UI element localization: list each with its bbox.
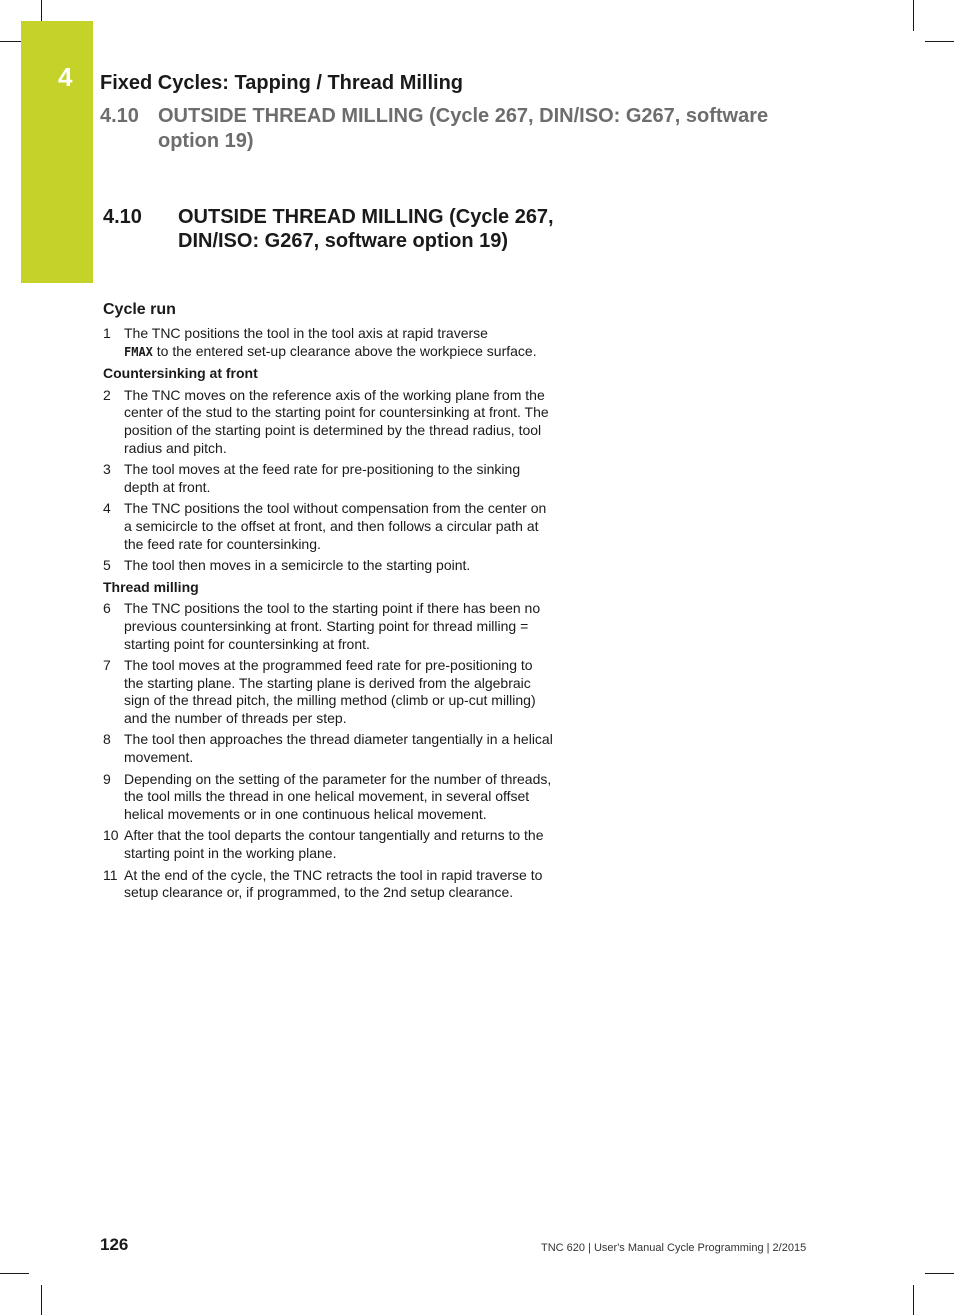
list-item: [103, 387, 553, 457]
crop-mark: [0, 1273, 29, 1274]
list-item-text: The TNC positions the tool to the starting point if there has been no previous countersinking at front. Starting point for thread milling = starting point for countersinking at front.: [124, 600, 541, 652]
page-content: [103, 300, 553, 906]
section-title: OUTSIDE THREAD MILLING (Cycle 267, DIN/ISO: G267, software option 19): [178, 206, 554, 252]
countersinking-heading: Countersinking at front: [103, 365, 258, 382]
list-item-number: 5: [103, 557, 111, 574]
footer-text: TNC 620 | User's Manual Cycle Programming | 2/2015: [541, 1242, 807, 1254]
list-item: [103, 500, 553, 553]
list-item-text: The tool then moves in a semicircle to the starting point.: [124, 557, 471, 574]
thread-milling-list: [103, 600, 553, 902]
list-item-text: The tool then approaches the thread diameter tangentially in a helical movement.: [124, 731, 553, 766]
list-item-text: Depending on the setting of the parameter for the number of threads, the tool mills the thread in one helical movement, in several offset helical movements or in one continuous helical movement.: [124, 770, 552, 822]
code-keyword: FMAX: [124, 344, 153, 359]
crop-mark: [41, 0, 42, 21]
page-number: 126: [100, 1235, 129, 1254]
list-item: [103, 325, 553, 361]
list-item-text: The TNC positions the tool in the tool axis at rapid traverse: [124, 325, 488, 341]
list-item-text: The tool moves at the feed rate for pre-positioning to the sinking depth at front.: [124, 461, 521, 495]
crop-mark: [0, 41, 21, 42]
list-item: [103, 827, 553, 862]
crop-mark: [913, 0, 914, 31]
crop-mark: [913, 1285, 914, 1315]
crop-mark: [925, 41, 954, 42]
list-item: [103, 657, 553, 727]
cycle-run-heading: Cycle run: [103, 301, 176, 318]
chapter-title: Fixed Cycles: Tapping / Thread Milling: [100, 72, 464, 94]
crop-mark: [41, 1285, 42, 1315]
cycle-run-list: [103, 325, 553, 361]
list-item-text: The tool moves at the programmed feed rate for pre-positioning to the starting plane. The starting plane is derived from the algebraic sign of the thread pitch, the milling method (climb or up-cut milling) and the number of threads per step.: [124, 657, 536, 726]
list-item-text: At the end of the cycle, the TNC retracts the tool in rapid traverse to setup clearance or, if programmed, to the 2nd setup clearance.: [124, 866, 543, 901]
list-item-number: 11: [103, 866, 118, 883]
list-item: [103, 731, 553, 766]
list-item-number: 3: [103, 461, 111, 478]
list-item-text: After that the tool departs the contour tangentially and returns to the starting point in the working plane.: [124, 827, 544, 862]
list-item-number: 10: [103, 827, 119, 844]
thread-milling-heading: Thread milling: [103, 578, 199, 595]
list-item-number: 4: [103, 500, 111, 517]
list-item: [103, 557, 553, 575]
list-item: [103, 461, 553, 496]
list-item-number: 6: [103, 600, 111, 617]
running-head-text: OUTSIDE THREAD MILLING (Cycle 267, DIN/ISO: G267, software option 19): [158, 105, 769, 152]
running-head-number: 4.10: [100, 105, 139, 127]
list-item: [103, 771, 553, 824]
list-item-text: to the entered set-up clearance above the workpiece surface.: [152, 342, 537, 359]
list-item: [103, 867, 553, 902]
list-item-number: 9: [103, 770, 111, 787]
crop-mark: [925, 1273, 954, 1274]
list-item: [103, 600, 553, 653]
countersinking-list: [103, 387, 553, 575]
list-item-number: 8: [103, 731, 111, 748]
chapter-tab: [21, 21, 93, 283]
chapter-number: 4: [58, 62, 73, 92]
section-number: 4.10: [103, 206, 142, 228]
list-item-number: 7: [103, 657, 111, 674]
list-item-text: The TNC positions the tool without compensation from the center on a semicircle to the offset at front, and then follows a circular path at the feed rate for countersinking.: [124, 500, 547, 552]
list-item-number: 1: [103, 325, 111, 341]
list-item-number: 2: [103, 386, 111, 403]
list-item-text: The TNC moves on the reference axis of the working plane from the center of the stud to the starting point for countersinking at front. The position of the starting point is determined by the thread radius, tool radius and pitch.: [124, 386, 549, 456]
